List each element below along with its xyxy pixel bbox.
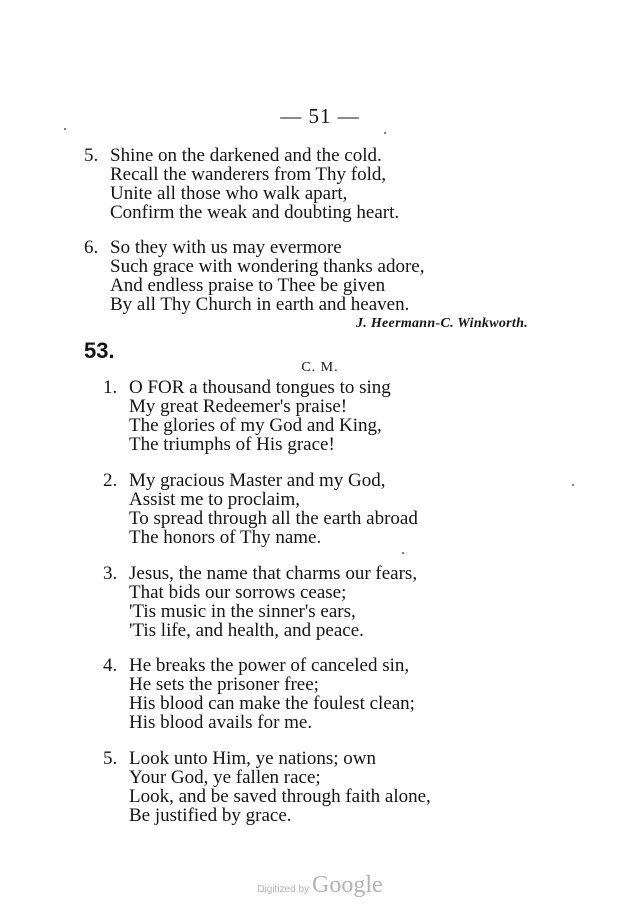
watermark-prefix: Digitized by bbox=[257, 884, 310, 895]
hymn-verse-4 bbox=[103, 656, 415, 732]
hymn-attribution: J. Heermann-C. Winkworth. bbox=[355, 316, 528, 331]
verse-line: His blood avails for me. bbox=[129, 712, 313, 733]
hymn-number: 53. bbox=[84, 338, 115, 363]
verse-line: 3. Jesus, the name that charms our fears, bbox=[103, 563, 418, 584]
verse-line: By all Thy Church in earth and heaven. bbox=[110, 294, 410, 315]
watermark-brand: Google bbox=[312, 872, 383, 898]
scan-speck bbox=[402, 552, 404, 554]
verse-number: 3. bbox=[103, 563, 118, 584]
verse-line: 'Tis music in the sinner's ears, bbox=[129, 601, 356, 622]
verse-number: 1. bbox=[103, 377, 118, 398]
verse-number: 4. bbox=[103, 655, 118, 676]
verse-line: Such grace with wondering thanks adore, bbox=[110, 256, 425, 277]
verse-line: Your God, ye fallen race; bbox=[129, 767, 321, 788]
verse-line: That bids our sorrows cease; bbox=[129, 582, 347, 603]
digitized-watermark bbox=[0, 872, 640, 899]
hymn-verse-3 bbox=[103, 564, 417, 640]
verse-number: 5. bbox=[84, 145, 99, 166]
verse-line: 4. He breaks the power of canceled sin, bbox=[103, 655, 410, 676]
verse-line: Look, and be saved through faith alone, bbox=[129, 786, 431, 807]
verse-line: 'Tis life, and health, and peace. bbox=[129, 620, 364, 641]
scan-speck bbox=[64, 128, 66, 130]
prev-hymn-verse-6 bbox=[84, 238, 424, 314]
verse-line: 6. So they with us may evermore bbox=[84, 237, 342, 258]
page-number: — 51 — bbox=[280, 104, 360, 128]
prev-hymn-verse-5 bbox=[84, 146, 399, 222]
verse-line: 5. Shine on the darkened and the cold. bbox=[84, 145, 382, 166]
scan-speck bbox=[384, 132, 386, 134]
verse-line: Unite all those who walk apart, bbox=[110, 183, 348, 204]
verse-line: Assist me to proclaim, bbox=[129, 489, 300, 510]
verse-line: The honors of Thy name. bbox=[129, 527, 322, 548]
verse-line: Recall the wanderers from Thy fold, bbox=[110, 164, 387, 185]
hymn-verse-1 bbox=[103, 378, 391, 454]
verse-line: His blood can make the foulest clean; bbox=[129, 693, 415, 714]
verse-line: Be justified by grace. bbox=[129, 805, 292, 826]
verse-number: 6. bbox=[84, 237, 99, 258]
scan-speck bbox=[572, 484, 574, 486]
hymn-meter: C. M. bbox=[301, 360, 339, 375]
verse-line: 2. My gracious Master and my God, bbox=[103, 470, 386, 491]
verse-line: The triumphs of His grace! bbox=[129, 434, 335, 455]
hymn-verse-5 bbox=[103, 749, 431, 825]
hymn-verse-2 bbox=[103, 471, 418, 547]
verse-line: He sets the prisoner free; bbox=[129, 674, 319, 695]
verse-line: To spread through all the earth abroad bbox=[129, 508, 418, 529]
verse-line: 5. Look unto Him, ye nations; own bbox=[103, 748, 376, 769]
verse-line: Confirm the weak and doubting heart. bbox=[110, 202, 400, 223]
verse-line: The glories of my God and King, bbox=[129, 415, 382, 436]
verse-line: And endless praise to Thee be given bbox=[110, 275, 386, 296]
verse-number: 2. bbox=[103, 470, 118, 491]
verse-number: 5. bbox=[103, 748, 118, 769]
verse-line: My great Redeemer's praise! bbox=[129, 396, 348, 417]
verse-line: 1. O FOR a thousand tongues to sing bbox=[103, 377, 391, 398]
